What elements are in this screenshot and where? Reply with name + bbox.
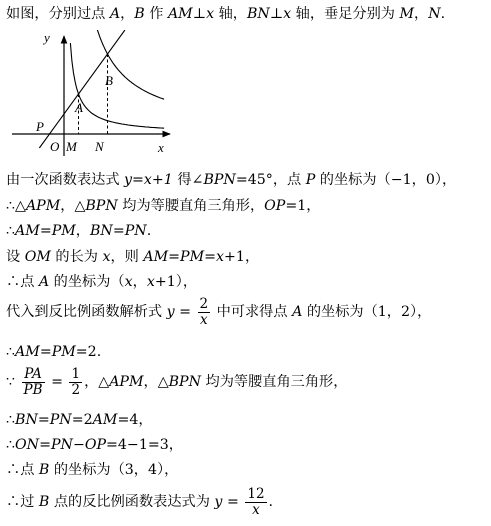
numerator: 12 [247,485,265,502]
var-APM: APM [109,374,144,390]
var-x: x [102,249,111,265]
text: 中可求得点 [212,304,293,320]
text: 的坐标为（ [49,274,125,290]
solution-line-13 [6,483,487,521]
text: 轴， [214,6,247,22]
text: ∴△ [6,198,26,214]
solution-line-9 [6,364,487,400]
label-a: A [75,100,83,115]
text: ∴过 [6,494,39,510]
solution-line-12 [6,461,487,479]
denominator: x [200,311,208,328]
numerator: PA [24,365,42,382]
numerator: 1 [71,365,81,382]
text: =1， [285,198,321,214]
fraction-1-over-2 [69,367,82,398]
text: = [168,249,181,265]
text: 点的反比例函数表达式为 [49,494,215,510]
solution-line-11 [6,436,487,454]
var-OP: OP [84,437,107,453]
fraction-2-over-x [198,297,211,328]
text: =4， [117,412,153,428]
text: ∴ [6,344,16,360]
text: 均为等腰直角三角形， [117,198,265,214]
var-ON: ON [15,437,40,453]
text: 设 [6,249,25,265]
text: ∵ [6,374,20,390]
label-m: M [66,139,77,154]
denominator: x [252,501,260,518]
var-BN: BN [15,412,38,428]
solution-line-1 [6,5,487,23]
text: 如图，分别过点 [6,6,110,22]
text: − [72,437,85,453]
expr: y=x+1 [124,172,173,188]
denominator: 2 [71,381,81,398]
equals: = [46,374,68,390]
text: 的坐标为（−1，0）， [315,172,457,188]
text: ，△ [60,198,86,214]
text: 作 [144,6,168,22]
var-y: y [214,494,223,510]
text: 的坐标为（3，4）， [49,462,179,478]
text: = [112,223,125,239]
var-x: x [206,6,215,22]
var-PN: PN [124,223,147,239]
text: = [39,223,52,239]
text: ∴ [6,412,16,428]
var-AM: AM [143,249,169,265]
var-BPN: BPN [203,172,236,188]
text: ，△ [84,374,110,390]
text: ，△ [143,374,169,390]
text: . [440,6,446,22]
text: ， [75,223,90,239]
denominator: PB [23,381,43,398]
label-b: B [105,73,113,88]
solution-line-7 [6,294,487,330]
var-AM: AM [15,223,40,239]
var-AM: AM [15,344,40,360]
text: ， [120,6,135,22]
var-x: x [216,249,225,265]
var-A: A [38,274,50,290]
text: 轴，垂足分别为 [291,6,400,22]
var-B: B [38,462,50,478]
line-y-x-plus-1 [39,30,125,148]
text: = [204,249,217,265]
label-p: P [36,119,44,134]
var-BPN: BPN [168,374,202,390]
var-AM: AM [92,412,118,428]
solution-line-8 [6,343,487,361]
text: . [268,494,274,510]
solution-line-4 [6,222,487,240]
var-B: B [134,6,145,22]
text: =4−1=3， [106,437,183,453]
text: =2 [71,412,93,428]
text: =45°，点 [235,172,306,188]
var-AM: AM [167,6,193,22]
coordinate-figure [8,30,178,160]
var-A: A [292,304,303,320]
inverse-curve-b [96,30,164,99]
text: ∴点 [6,274,39,290]
numerator: 2 [199,295,209,312]
text: 代入到反比例函数解析式 [6,304,167,320]
text: 均为等腰直角三角形， [201,374,348,390]
var-PM: PM [51,344,76,360]
var-OP: OP [264,198,286,214]
text: =2. [75,344,102,360]
text: ∴ [6,437,16,453]
var-BPN: BPN [85,198,118,214]
text: ∴ [6,223,16,239]
var-PN: PN [50,437,73,453]
solution-line-3 [6,197,487,215]
text: ， [414,6,429,22]
text: 得∠ [172,172,204,188]
var-PN: PN [49,412,72,428]
solution-line-2 [6,171,487,189]
var-P: P [305,172,316,188]
var-PM: PM [51,223,76,239]
text: ∴点 [6,462,39,478]
fraction-pa-over-pb [22,367,45,398]
solution-line-10 [6,411,487,429]
text: = [39,437,51,453]
text: +1， [224,249,260,265]
equals: = [222,494,244,510]
var-B: B [38,494,50,510]
var-N: N [428,6,441,22]
text: ， [132,274,147,290]
equals: = [174,304,196,320]
var-A: A [109,6,121,22]
perp-symbol: ⊥ [269,6,284,22]
var-x: x [146,274,155,290]
text: = [39,344,52,360]
text: 的长为 [50,249,103,265]
perp-symbol: ⊥ [192,6,207,22]
var-BN: BN [89,223,113,239]
text: = [37,412,50,428]
solution-line-6 [6,273,487,291]
label-x: x [158,140,164,155]
var-OM: OM [24,249,51,265]
var-APM: APM [25,198,61,214]
text: ，则 [110,249,144,265]
var-BN: BN [246,6,270,22]
var-x: x [124,274,133,290]
var-x: x [283,6,292,22]
var-M: M [399,6,415,22]
text: . [146,223,152,239]
label-y: y [44,30,50,45]
label-o: O [50,139,60,154]
fraction-12-over-x [245,487,266,518]
text: 由一次函数表达式 [6,172,125,188]
text: 的坐标为（1，2）， [302,304,432,320]
label-n: N [95,139,104,154]
text: +1）， [154,274,198,290]
var-y: y [166,304,175,320]
solution-line-5 [6,248,487,266]
var-PM: PM [180,249,205,265]
